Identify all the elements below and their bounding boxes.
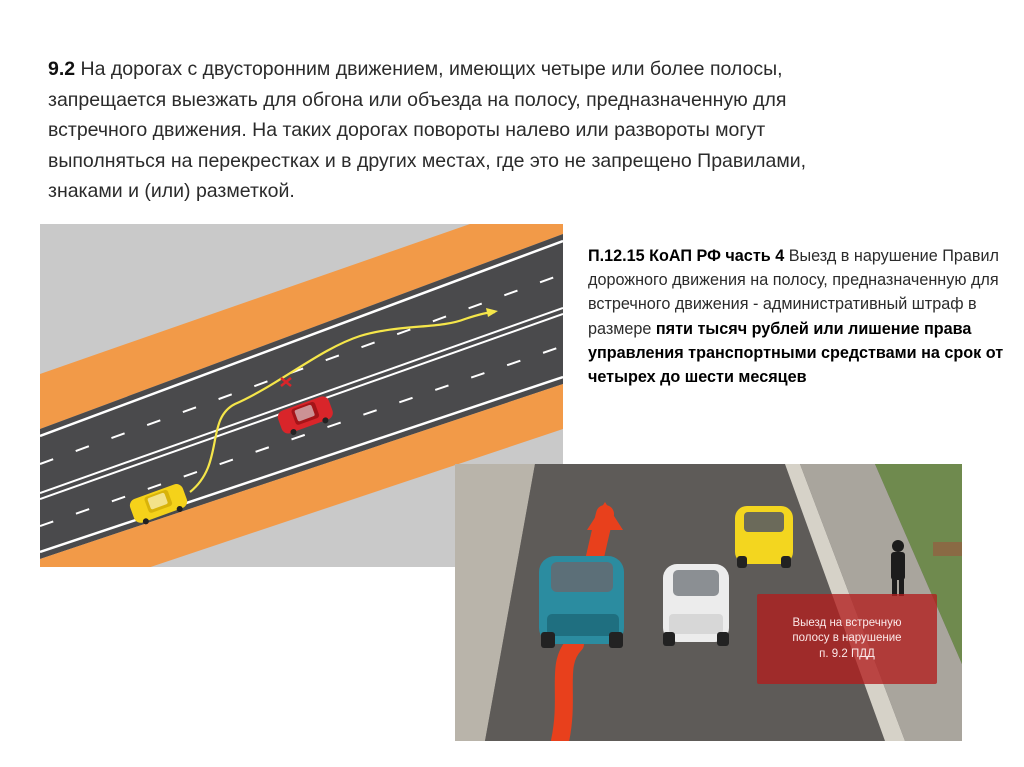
- white-car: [663, 564, 729, 646]
- koap-reference: П.12.15 КоАП РФ часть 4: [588, 247, 785, 265]
- koap-paragraph: [588, 244, 1008, 389]
- yellow-taxi: [735, 506, 793, 568]
- bench: [933, 542, 962, 556]
- violation-label-line3: п. 9.2 ПДД: [819, 647, 875, 660]
- rule-body: На дорогах с двусторонним движением, имеющих четыре или более полосы, запрещается выезжать для обгона или объезда на полосу, предназначенную для встречного движения. На таких дорогах повороты налево или развороты могут выполняться на перекрестках и в других местах, где это не запрещено Правилами, знаками и (или) разметкой.: [48, 58, 807, 202]
- teal-car: [539, 556, 624, 648]
- violation-label-line1: Выезд на встречную: [792, 616, 902, 629]
- violation-label-line2: полосу в нарушение: [792, 632, 902, 645]
- rule-paragraph: [48, 54, 878, 207]
- violation-label: [757, 594, 937, 684]
- rule-number: 9.2: [48, 58, 76, 80]
- koap-penalty: пяти тысяч рублей или лишение права управления транспортными средствами на срок от четырех до шести месяцев: [588, 319, 1004, 387]
- koap-body: Выезд в нарушение Правил дорожного движения на полосу, предназначенную для встречного движения - административный штраф в размере: [588, 247, 999, 338]
